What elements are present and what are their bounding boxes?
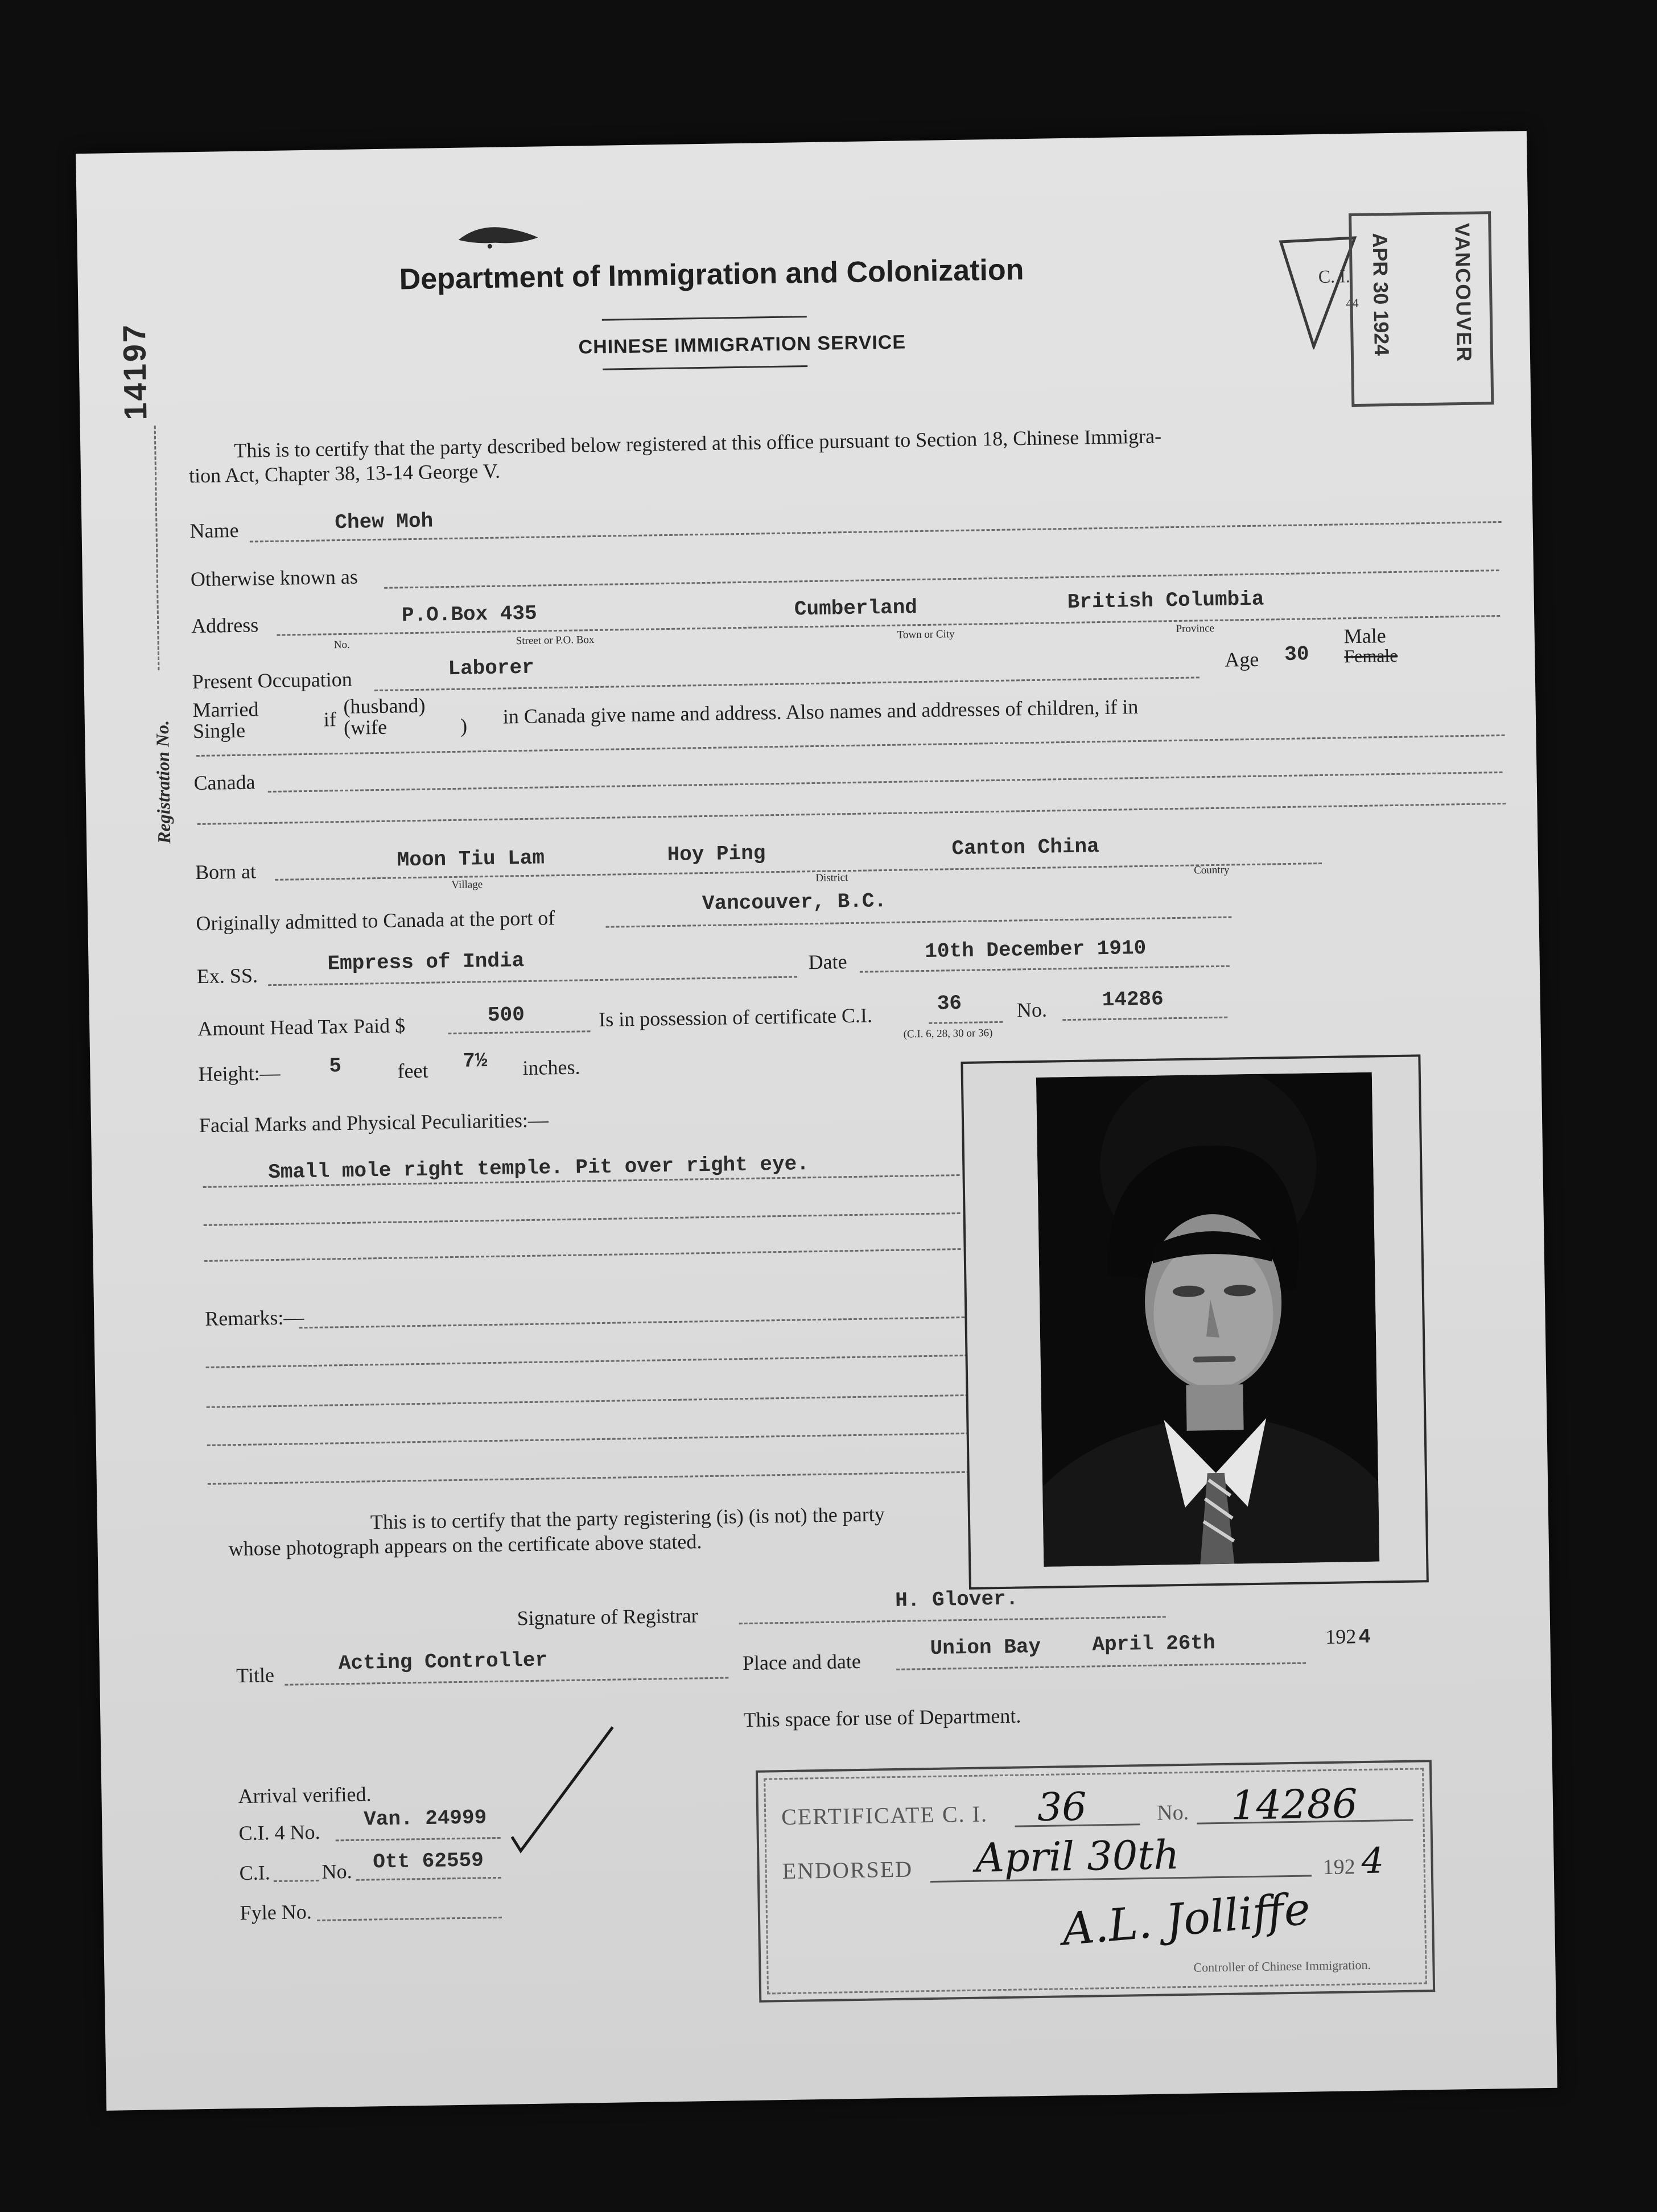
born-sub-country: Country bbox=[1194, 864, 1230, 877]
year-prefix: 192 bbox=[1325, 1625, 1357, 1649]
stamp-city: VANCOUVER bbox=[1450, 222, 1477, 363]
certificate-label: CERTIFICATE C. I. bbox=[781, 1801, 988, 1830]
registration-label: Registration No. bbox=[151, 720, 175, 844]
endorsement-stamp bbox=[756, 1760, 1435, 2003]
born-village: Moon Tiu Lam bbox=[397, 846, 545, 872]
stamp-ci: C. I. bbox=[1318, 266, 1351, 287]
crown-emblem-icon bbox=[455, 220, 541, 250]
admitted-label: Originally admitted to Canada at the port of bbox=[196, 906, 555, 935]
photo-certify-line2: whose photograph appears on the certificate above stated. bbox=[228, 1530, 702, 1561]
place-value: Union Bay bbox=[930, 1635, 1041, 1660]
height-feet: 5 bbox=[329, 1054, 342, 1078]
born-sub-village: Village bbox=[451, 878, 483, 892]
wife-paren: ) bbox=[460, 714, 468, 737]
date-label: Date bbox=[808, 950, 847, 974]
born-sub-district: District bbox=[815, 872, 848, 884]
controller-signature: A.L. Jolliffe bbox=[1060, 1883, 1313, 1956]
ci-label: C.I. bbox=[239, 1861, 270, 1885]
occupation-value: Laborer bbox=[448, 655, 534, 681]
photo-certify-line1: This is to certify that the party registering (is) (is not) the party bbox=[370, 1503, 885, 1534]
address-sub-town: Town or City bbox=[897, 628, 955, 641]
ci-value: 36 bbox=[937, 991, 962, 1016]
age-label: Age bbox=[1225, 647, 1259, 671]
address-sub-no: No. bbox=[333, 638, 350, 651]
name-value: Chew Moh bbox=[335, 509, 434, 535]
registration-date-value: April 26th bbox=[1092, 1631, 1215, 1657]
address-town: Cumberland bbox=[794, 596, 918, 621]
endorsed-label: ENDORSED bbox=[782, 1856, 913, 1884]
year-suffix: 4 bbox=[1358, 1625, 1371, 1649]
name-label: Name bbox=[189, 518, 239, 543]
controller-title: Controller of Chinese Immigration. bbox=[1193, 1957, 1371, 1975]
checkmark-icon bbox=[505, 1722, 621, 1854]
headtax-value: 500 bbox=[487, 1003, 525, 1027]
registrant-photo bbox=[1036, 1072, 1379, 1567]
endorsed-date: April 30th bbox=[975, 1831, 1180, 1881]
registrar-signature-value: H. Glover. bbox=[895, 1587, 1019, 1612]
title-label: Title bbox=[236, 1664, 275, 1687]
photo-frame bbox=[961, 1054, 1428, 1590]
address-province: British Columbia bbox=[1067, 587, 1264, 614]
height-label: Height:— bbox=[198, 1061, 281, 1086]
endorsed-year-prefix: 192 bbox=[1322, 1855, 1356, 1880]
department-space-note: This space for use of Department. bbox=[743, 1704, 1021, 1732]
registration-number: 14197 bbox=[116, 323, 154, 421]
stamp-date: APR 30 1924 bbox=[1368, 232, 1394, 356]
ship-label: Ex. SS. bbox=[196, 964, 258, 988]
wife-label: (wife bbox=[343, 715, 388, 739]
born-country: Canton China bbox=[951, 835, 1100, 861]
facial-marks-label: Facial Marks and Physical Peculiarities:— bbox=[199, 1108, 549, 1137]
children-text: in Canada give name and address. Also names and addresses of children, if in bbox=[502, 695, 1139, 728]
husband-label: (husband) bbox=[343, 694, 426, 718]
age-value: 30 bbox=[1284, 642, 1309, 666]
remarks-label: Remarks:— bbox=[205, 1306, 304, 1330]
headtax-label: Amount Head Tax Paid $ bbox=[197, 1014, 406, 1041]
address-sub-street: Street or P.O. Box bbox=[516, 634, 595, 647]
sex-female-struck: Female bbox=[1344, 645, 1398, 667]
arrival-date-value: 10th December 1910 bbox=[925, 936, 1147, 963]
arrival-verified-label: Arrival verified. bbox=[238, 1782, 372, 1808]
endorsed-year-suffix: 4 bbox=[1361, 1839, 1384, 1882]
address-label: Address bbox=[191, 613, 259, 638]
place-date-label: Place and date bbox=[742, 1649, 862, 1675]
certify-text-line1: This is to certify that the party described below registered at this office pursuant to Section 18, Chinese Immigra- bbox=[234, 424, 1162, 462]
married-label: Married bbox=[192, 698, 259, 722]
born-at-label: Born at bbox=[195, 860, 257, 884]
address-number: P.O.Box 435 bbox=[401, 601, 537, 628]
ci-types-note: (C.I. 6, 28, 30 or 36) bbox=[903, 1027, 993, 1041]
inches-label: inches. bbox=[522, 1055, 580, 1080]
document-sheet bbox=[76, 131, 1557, 2111]
occupation-label: Present Occupation bbox=[192, 667, 352, 694]
admitted-port: Vancouver, B.C. bbox=[702, 889, 887, 916]
if-label: if bbox=[323, 708, 337, 731]
address-sub-province: Province bbox=[1176, 622, 1215, 635]
ci-no-value: Ott 62559 bbox=[373, 1848, 484, 1874]
ci-no-label: No. bbox=[321, 1859, 352, 1883]
otherwise-known-label: Otherwise known as bbox=[190, 565, 358, 591]
ship-value: Empress of India bbox=[327, 949, 525, 976]
possession-label: Is in possession of certificate C.I. bbox=[598, 1004, 873, 1031]
single-label: Single bbox=[192, 719, 246, 743]
ci4-value: Van. 24999 bbox=[363, 1806, 487, 1831]
registration-line bbox=[154, 426, 160, 670]
sex-male: Male bbox=[1343, 624, 1387, 648]
title-value: Acting Controller bbox=[338, 1648, 548, 1675]
facial-marks-value: Small mole right temple. Pit over right eye. bbox=[267, 1152, 810, 1185]
department-title: Department of Immigration and Colonization bbox=[399, 253, 1024, 296]
cert-no-label: No. bbox=[1016, 998, 1048, 1022]
stamp-ci-number: 44 bbox=[1346, 295, 1359, 311]
service-subtitle: CHINESE IMMIGRATION SERVICE bbox=[578, 331, 906, 358]
ci4-label: C.I. 4 No. bbox=[238, 1820, 320, 1845]
fyle-no-label: Fyle No. bbox=[240, 1900, 312, 1925]
certificate-ci: 36 bbox=[1037, 1784, 1087, 1831]
height-inches: 7½ bbox=[462, 1049, 488, 1073]
triangle-stamp-icon bbox=[1278, 235, 1359, 350]
endorsement-no-label: No. bbox=[1156, 1800, 1189, 1825]
certify-text-line2: tion Act, Chapter 38, 13-14 George V. bbox=[188, 459, 501, 488]
born-district: Hoy Ping bbox=[667, 841, 766, 867]
registrar-signature-label: Signature of Registrar bbox=[517, 1604, 698, 1630]
feet-label: feet bbox=[397, 1059, 428, 1083]
canada-label: Canada bbox=[193, 770, 255, 795]
certificate-number: 14286 bbox=[1230, 1780, 1358, 1829]
cert-no-value: 14286 bbox=[1102, 987, 1164, 1012]
